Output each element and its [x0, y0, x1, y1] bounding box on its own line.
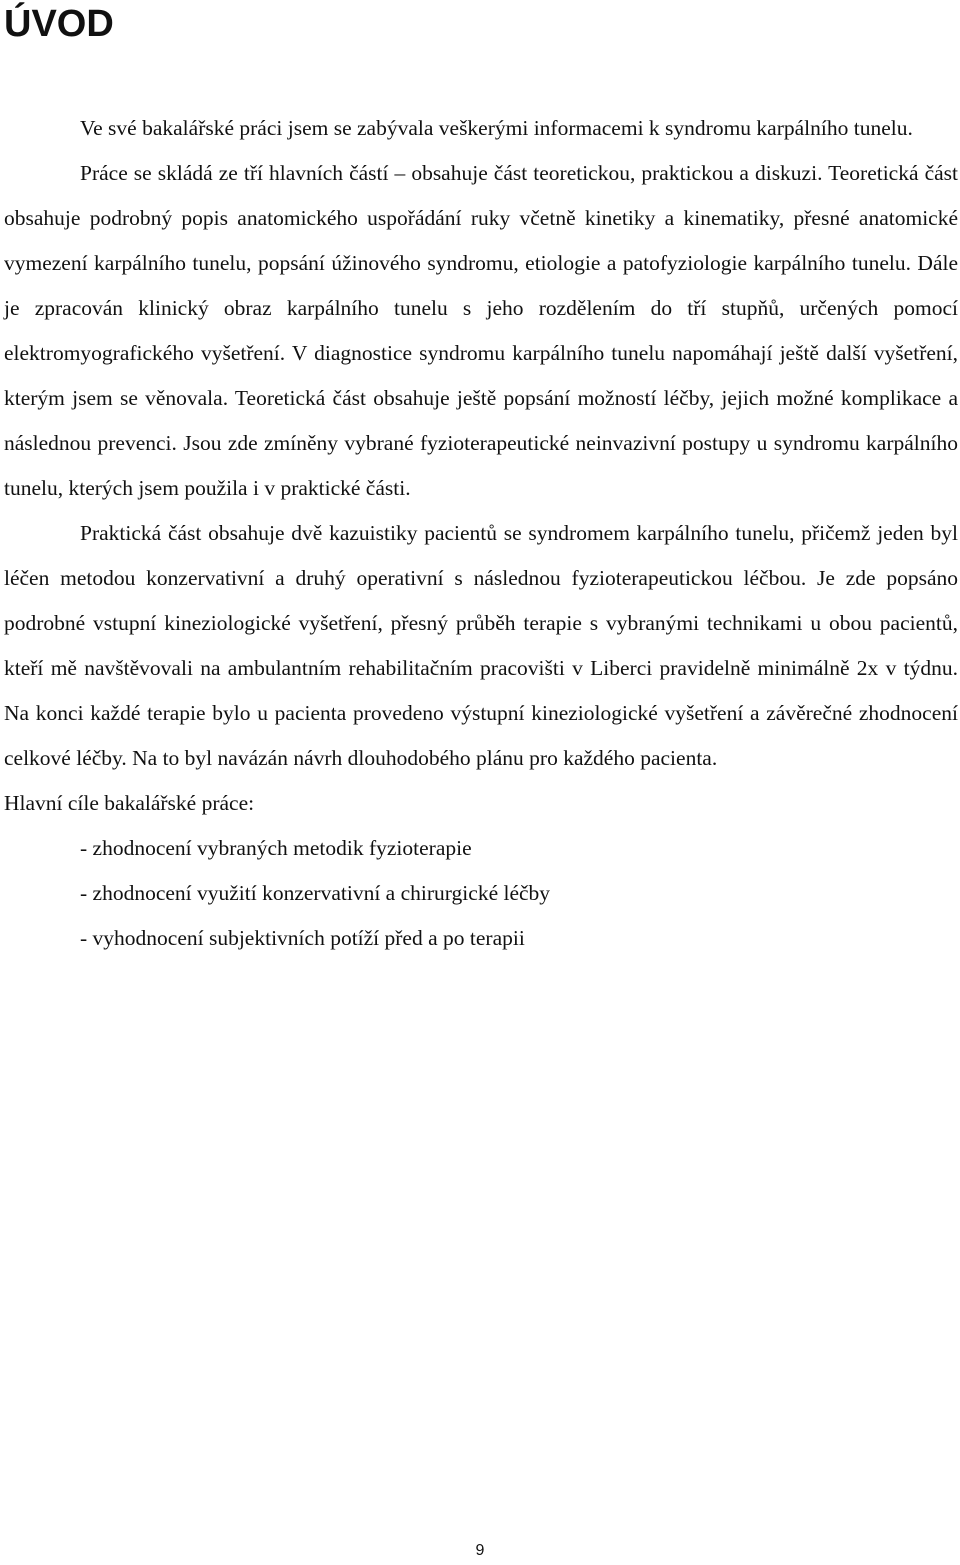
document-body — [4, 106, 958, 961]
goal-item: - vyhodnocení subjektivních potíží před a po terapii — [80, 926, 525, 950]
goal-item: - zhodnocení využití konzervativní a chirurgické léčby — [80, 881, 551, 905]
paragraph-theory: Práce se skládá ze tří hlavních částí – obsahuje část teoretickou, praktickou a diskuzi. Teoretická část obsahuje podrobný popis anatomického uspořádání ruky včetně kinetiky a kinematiky, přesné anatomické vymezení karpálního tunelu, popsání úžinového syndromu, etiologie a patofyziologie karpálního tunelu. Dále je zpracován klinický obraz karpálního tunelu s jeho rozdělením do tří stupňů, určených pomocí elektromyografického vyšetření. V diagnostice syndromu karpálního tunelu napomáhají ještě další vyšetření, kterým jsem se věnovala. Teoretická část obsahuje ještě popsání možností léčby, jejich možné komplikace a následnou prevenci. Jsou zde zmíněny vybrané fyzioterapeutické neinvazivní postupy u syndromu karpálního tunelu, kterých jsem použila i v praktické části. — [4, 161, 958, 500]
page-number: 9 — [475, 1542, 485, 1559]
goal-item: - zhodnocení vybraných metodik fyzioterapie — [80, 836, 472, 860]
page-title: ÚVOD — [4, 3, 114, 45]
paragraph-intro: Ve své bakalářské práci jsem se zabývala veškerými informacemi k syndromu karpálního tunelu. — [80, 116, 913, 140]
goals-heading: Hlavní cíle bakalářské práce: — [4, 791, 255, 815]
paragraph-practice: Praktická část obsahuje dvě kazuistiky pacientů se syndromem karpálního tunelu, přičemž jeden byl léčen metodou konzervativní a druhý operativní s následnou fyzioterapeutickou léčbou. Je zde popsáno podrobné vstupní kineziologické vyšetření, přesný průběh terapie s vybranými technikami u obou pacientů, kteří mě navštěvovali na ambulantním rehabilitačním pracovišti v Liberci pravidelně minimálně 2x v týdnu. Na konci každé terapie bylo u pacienta provedeno výstupní kineziologické vyšetření a závěrečné zhodnocení celkové léčby. Na to byl navázán návrh dlouhodobého plánu pro každého pacienta. — [4, 521, 958, 770]
goals-list — [4, 826, 958, 961]
